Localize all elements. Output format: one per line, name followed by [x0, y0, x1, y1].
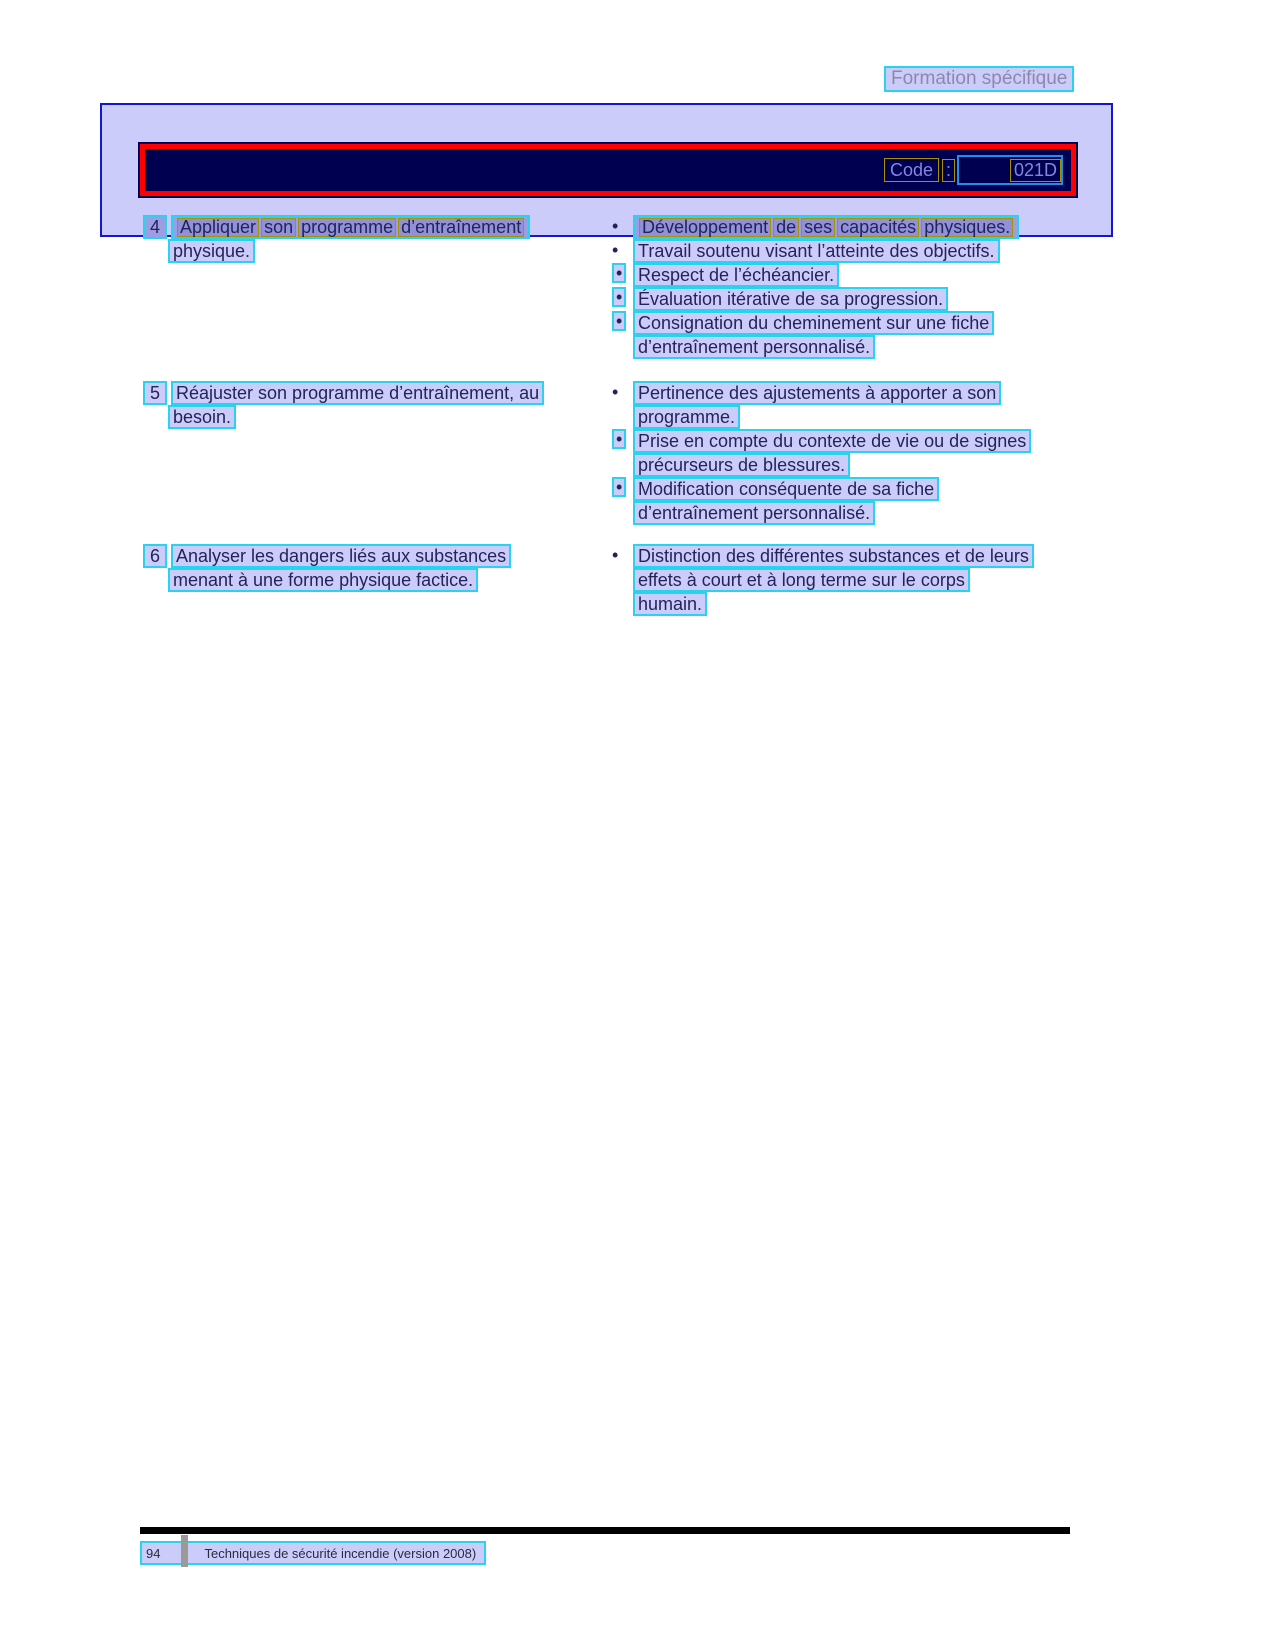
criterion-line	[633, 405, 740, 429]
objective-line	[168, 405, 236, 429]
text-line-highlight: Pertinence des ajustements à apporter a son	[633, 381, 1001, 405]
text-line-highlight: besoin.	[168, 405, 236, 429]
word-highlight: capacités	[837, 218, 919, 237]
text-line-highlight: Analyser les dangers liés aux substances	[171, 544, 511, 568]
objective-number: 4	[143, 215, 167, 239]
criterion-line	[633, 263, 839, 287]
code-separator: :	[942, 159, 955, 182]
criterion-bullet: •	[612, 263, 626, 283]
objective-number: 5	[143, 381, 167, 405]
criterion-bullet: •	[612, 429, 626, 449]
criterion-line	[633, 239, 1000, 263]
text-line-highlight: Prise en compte du contexte de vie ou de signes	[633, 429, 1031, 453]
criterion-line	[633, 311, 994, 335]
footer-rule	[140, 1527, 1070, 1534]
objective-line	[143, 544, 511, 568]
footer-divider-bar	[181, 1535, 188, 1567]
criterion-line	[633, 335, 875, 359]
text-line-highlight: humain.	[633, 592, 707, 616]
word-highlight: Développement	[639, 218, 771, 237]
text-line-highlight: précurseurs de blessures.	[633, 453, 850, 477]
criterion-line	[633, 568, 970, 592]
criterion-bullet: •	[612, 287, 626, 307]
criterion-line	[633, 477, 939, 501]
footer	[140, 1541, 486, 1565]
text-line-highlight	[171, 215, 530, 239]
objective-line	[168, 239, 255, 263]
code-label: Code	[884, 158, 939, 182]
code-value: 021D	[1010, 159, 1061, 182]
word-highlight: ses	[801, 218, 835, 237]
criterion-line	[633, 544, 1034, 568]
text-line-highlight: menant à une forme physique factice.	[168, 568, 478, 592]
text-line-highlight: Consignation du cheminement sur une fiche	[633, 311, 994, 335]
criterion-bullet: •	[612, 382, 619, 402]
criterion-line	[633, 429, 1031, 453]
criterion-bullet: •	[612, 216, 619, 236]
word-highlight: de	[773, 218, 799, 237]
word-highlight: programme	[298, 218, 396, 237]
text-line-highlight	[633, 215, 1019, 239]
competency-title-bar	[140, 144, 1076, 196]
text-line-highlight: Travail soutenu visant l’atteinte des objectifs.	[633, 239, 1000, 263]
code-value-box	[957, 155, 1063, 185]
criterion-line	[633, 592, 707, 616]
text-line-highlight: Distinction des différentes substances et de leurs	[633, 544, 1034, 568]
text-line-highlight: d’entraînement personnalisé.	[633, 501, 875, 525]
objective-line	[168, 568, 478, 592]
criterion-line	[633, 501, 875, 525]
text-line-highlight: Respect de l’échéancier.	[633, 263, 839, 287]
criterion-bullet: •	[612, 240, 619, 260]
page-number: 94	[146, 1545, 161, 1561]
word-highlight: physiques.	[921, 218, 1013, 237]
objective-line	[143, 215, 530, 239]
criterion-bullet: •	[612, 545, 619, 565]
objective-number: 6	[143, 544, 167, 568]
objective-line	[143, 381, 544, 405]
text-line-highlight: Évaluation itérative de sa progression.	[633, 287, 948, 311]
word-highlight: d’entraînement	[398, 218, 524, 237]
text-line-highlight: Modification conséquente de sa fiche	[633, 477, 939, 501]
criterion-line	[633, 453, 850, 477]
text-line-highlight: programme.	[633, 405, 740, 429]
section-label: Formation spécifique	[884, 66, 1074, 92]
word-highlight: Appliquer	[177, 218, 259, 237]
criterion-bullet: •	[612, 311, 626, 331]
text-line-highlight: Réajuster son programme d’entraînement, au	[171, 381, 544, 405]
criterion-bullet: •	[612, 477, 626, 497]
criterion-line	[633, 287, 948, 311]
document-title: Techniques de sécurité incendie (version 2008)	[204, 1545, 477, 1561]
criterion-line	[633, 381, 1001, 405]
criterion-line	[633, 215, 1019, 239]
text-line-highlight: d’entraînement personnalisé.	[633, 335, 875, 359]
word-highlight: son	[261, 218, 296, 237]
text-line-highlight: effets à court et à long terme sur le corps	[633, 568, 970, 592]
text-line-highlight: physique.	[168, 239, 255, 263]
